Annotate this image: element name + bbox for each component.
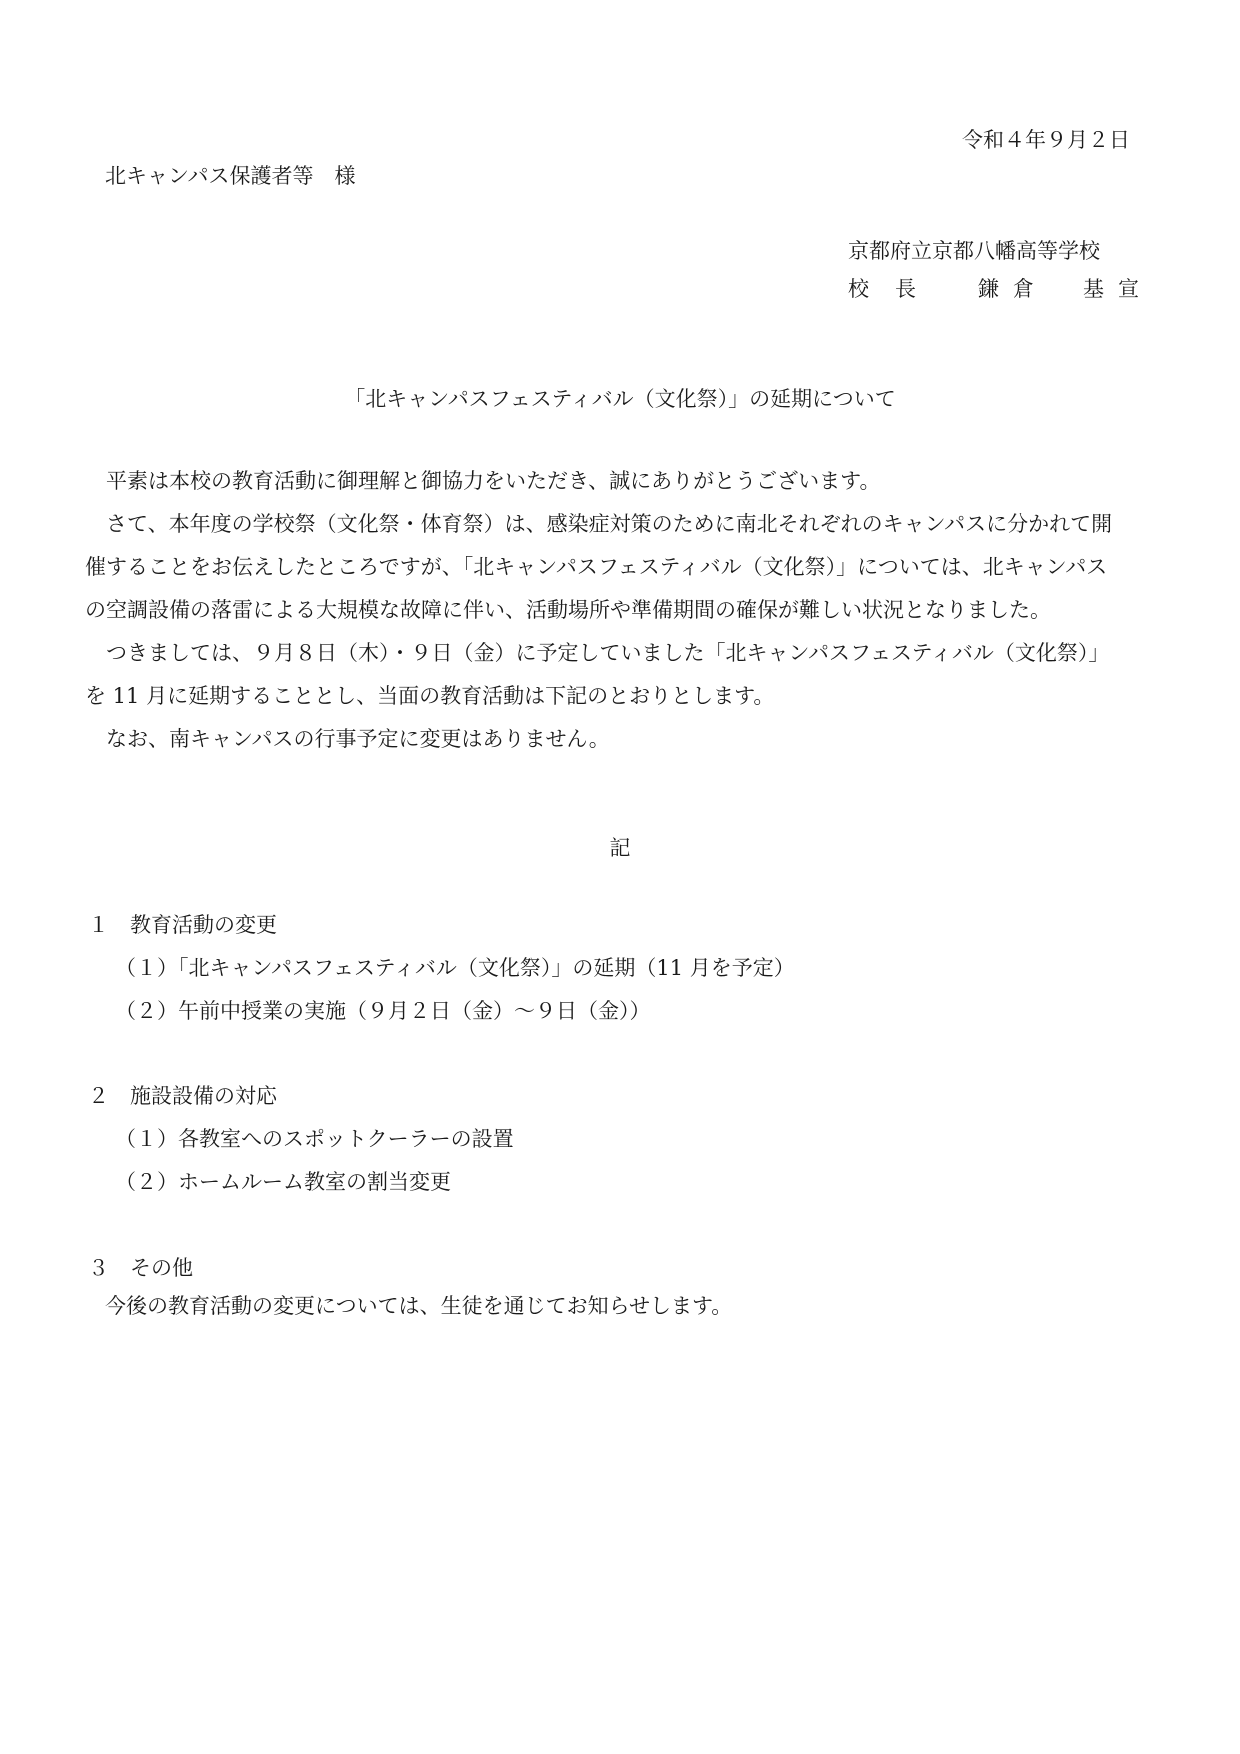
section-heading: １ 教育活動の変更 [88,913,277,937]
section-note: 今後の教育活動の変更については、生徒を通じてお知らせします。 [105,1294,733,1318]
body-paragraph: 催することをお伝えしたところですが、「北キャンパスフェスティバル（文化祭）」については、北キャンパス [85,555,1108,579]
principal-line [848,274,1153,304]
principal-name: 鎌倉 基宣 [978,277,1153,301]
body-text [85,460,1160,761]
body-paragraph: の空調設備の落雷による大規模な故障に伴い、活動場所や準備期間の確保が難しい状況となりました。 [85,598,1051,622]
body-paragraph: を 11 月に延期することとし、当面の教育活動は下記のとおりとします。 [85,684,775,708]
document-title: 「北キャンパスフェスティバル（文化祭）」の延期について [344,387,896,411]
addressee: 北キャンパス保護者等 様 [105,164,356,188]
body-paragraph: 平素は本校の教育活動に御理解と御協力をいただき、誠にありがとうございます。 [106,469,881,493]
principal-title: 校長 [848,277,942,301]
school-name: 京都府立京都八幡高等学校 [848,239,1100,263]
body-paragraph: なお、南キャンパスの行事予定に変更はありません。 [106,727,610,751]
ki-label: 記 [609,836,631,860]
body-paragraph: さて、本年度の学校祭（文化祭・体育祭）は、感染症対策のために南北それぞれのキャンパスに分かれて開 [106,512,1113,536]
body-paragraph: つきましては、９月８日（木）・９日（金）に予定していました「北キャンパスフェスティバル（文化祭）」 [106,641,1110,665]
section-item: （２）午前中授業の実施（９月２日（金）～９日（金）） [115,999,651,1023]
document-date: 令和４年９月２日 [962,128,1130,152]
section-heading: ３ その他 [88,1256,193,1280]
section-item: （１）各教室へのスポットクーラーの設置 [115,1127,514,1151]
section-item: （２）ホームルーム教室の割当変更 [115,1170,451,1194]
section-facility-response [88,1081,514,1197]
section-education-changes [88,910,795,1026]
section-other [88,1253,732,1321]
section-item: （１）「北キャンパスフェスティバル（文化祭）」の延期（11 月を予定） [115,956,795,980]
section-heading: ２ 施設設備の対応 [88,1084,277,1108]
